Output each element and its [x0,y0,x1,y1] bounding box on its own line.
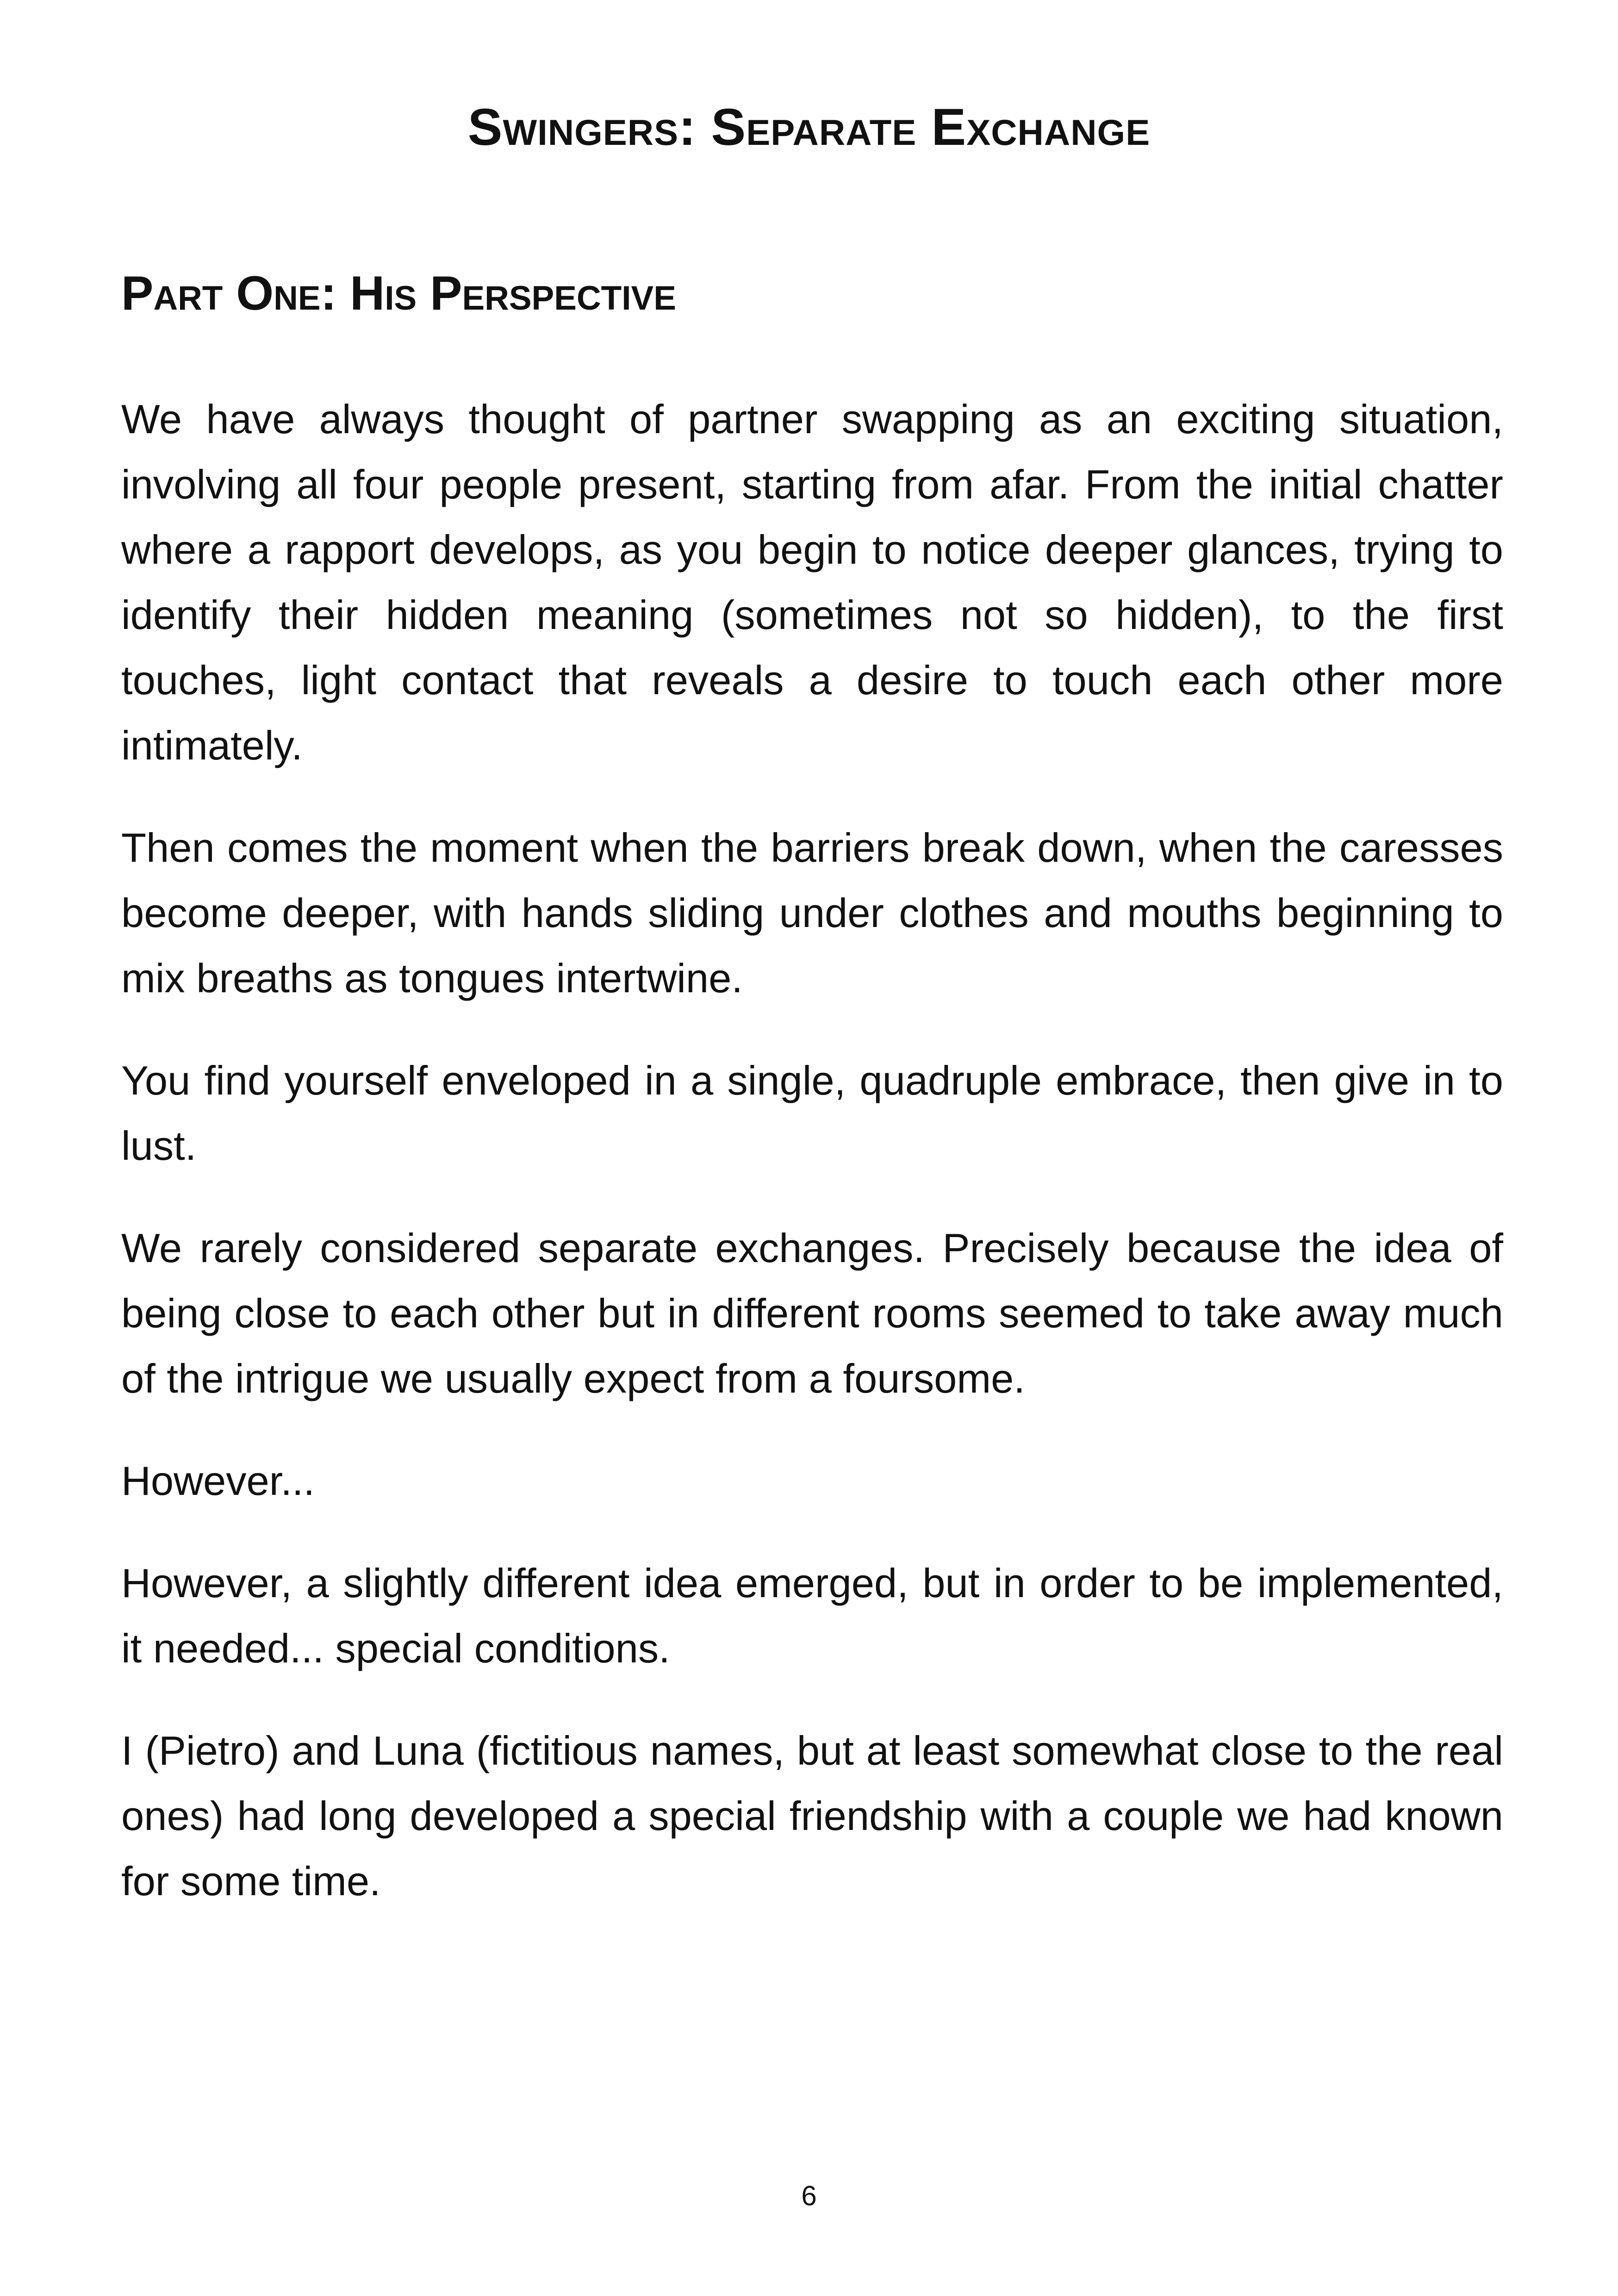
page-title: Swingers: Separate Exchange [467,98,1151,156]
paragraph: I (Pietro) and Luna (fictitious names, but at least somewhat close to the real ones) had long developed a special friendship with a couple we had known for some time. [121,1728,1503,1904]
paragraph: We rarely considered separate exchanges. Precisely because the idea of being close to each other but in different rooms seemed to take away much of the intrigue we usually expect from a foursome. [121,1225,1503,1401]
page-number: 6 [801,2180,817,2211]
paragraph: However... [121,1458,315,1504]
paragraph: Then comes the moment when the barriers break down, when the caresses become deeper, with hands sliding under clothes and mouths beginning to mix breaths as tongues intertwine. [121,825,1503,1001]
section-heading: Part One: His Perspective [121,267,676,320]
paragraph: However, a slightly different idea emerged, but in order to be implemented, it needed... special conditions. [121,1560,1503,1671]
paragraph: We have always thought of partner swapping as an exciting situation, involving all four people present, starting from afar. From the initial chatter where a rapport develops, as you begin to notice deeper glances, trying to identify their hidden meaning (sometimes not so hidden), to the first touches, light contact that reveals a desire to touch each other more intimately. [121,396,1503,768]
body-text [121,386,1503,1951]
paragraph: You find yourself enveloped in a single, quadruple embrace, then give in to lust. [121,1058,1503,1169]
